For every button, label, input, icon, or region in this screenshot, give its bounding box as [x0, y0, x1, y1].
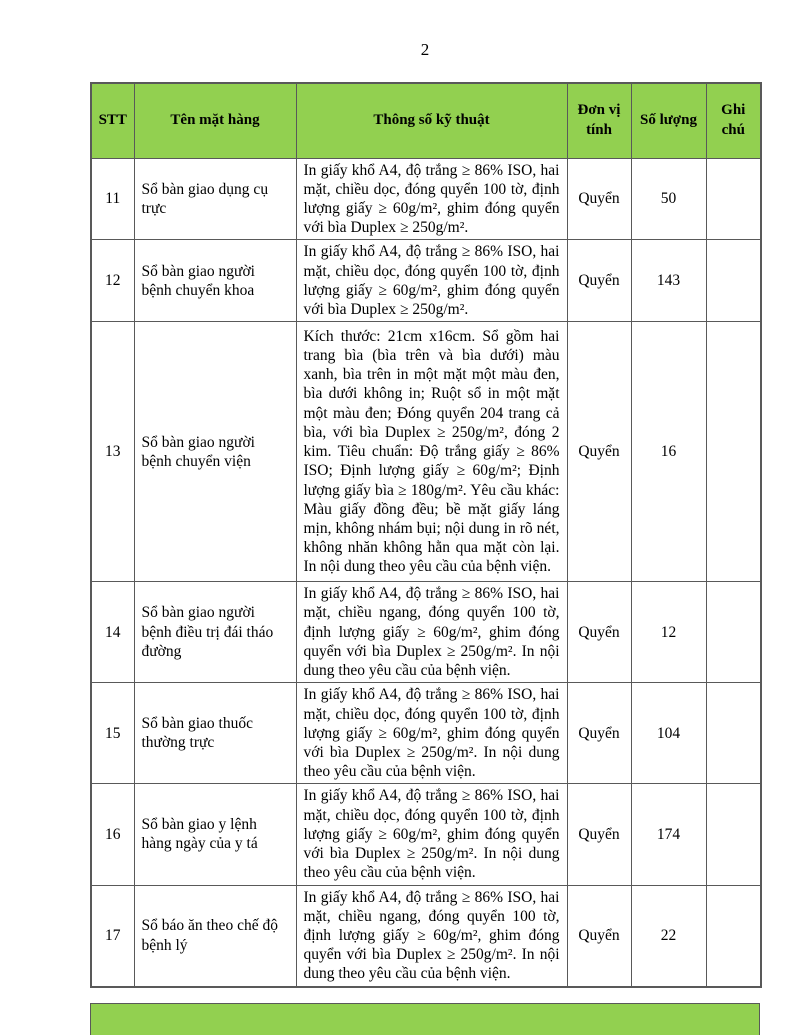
next-page-table-header-strip	[90, 1003, 760, 1035]
row-name: Sổ bàn giao thuốc thường trực	[134, 683, 296, 784]
row-spec: In giấy khổ A4, độ trắng ≥ 86% ISO, hai mặt, chiều dọc, đóng quyển 100 tờ, định lượng giấy ≥ 60g/m², ghim đóng quyển với bìa Duplex ≥ 250g/m². In nội dung theo yêu cầu của bệnh viện.	[296, 683, 567, 784]
table-row	[91, 322, 761, 582]
row-quantity: 174	[631, 784, 706, 885]
header-note: Ghi chú	[706, 83, 761, 158]
table-row	[91, 158, 761, 240]
row-name: Sổ bàn giao người bệnh điều trị đái tháo đường	[134, 582, 296, 683]
page-number: 2	[420, 40, 430, 59]
row-spec: Kích thước: 21cm x16cm. Sổ gồm hai trang bìa (bìa trên và bìa dưới) màu xanh, bìa trên in một mặt một màu đen, bìa dưới không in; Ruột sổ in một mặt một màu đen; Đóng quyển 204 trang cả bìa, với bìa Duplex ≥ 250g/m², đóng 2 kim. Tiêu chuẩn: Độ trắng giấy ≥ 86% ISO; Định lượng giấy ≥ 60g/m²; Định lượng giấy bìa ≥ 180g/m². Yêu cầu khác: Màu giấy đồng đều; bề mặt giấy láng mịn, không nhám bụi; nội dung in rõ nét, không nhăn không hằn qua mặt còn lại. In nội dung theo yêu cầu của bệnh viện.	[296, 322, 567, 582]
row-stt: 17	[91, 885, 134, 987]
row-quantity: 104	[631, 683, 706, 784]
row-unit: Quyển	[567, 322, 631, 582]
row-quantity: 12	[631, 582, 706, 683]
row-spec: In giấy khổ A4, độ trắng ≥ 86% ISO, hai mặt, chiều ngang, đóng quyển 100 tờ, định lượng giấy ≥ 60g/m², ghim đóng quyển với bìa Duplex ≥ 250g/m². In nội dung theo yêu cầu của bệnh viện.	[296, 582, 567, 683]
header-qty: Số lượng	[631, 83, 706, 158]
header-row	[91, 83, 761, 158]
items-table	[90, 82, 762, 988]
row-note	[706, 322, 761, 582]
row-stt: 11	[91, 158, 134, 240]
row-quantity: 50	[631, 158, 706, 240]
table-row	[91, 582, 761, 683]
table-row	[91, 683, 761, 784]
row-note	[706, 582, 761, 683]
items-table-body	[91, 158, 761, 987]
row-unit: Quyển	[567, 582, 631, 683]
row-stt: 15	[91, 683, 134, 784]
row-note	[706, 240, 761, 322]
row-note	[706, 683, 761, 784]
row-stt: 16	[91, 784, 134, 885]
row-unit: Quyển	[567, 885, 631, 987]
row-name: Sổ bàn giao người bệnh chuyển khoa	[134, 240, 296, 322]
table-row	[91, 784, 761, 885]
row-unit: Quyển	[567, 240, 631, 322]
row-spec: In giấy khổ A4, độ trắng ≥ 86% ISO, hai mặt, chiều dọc, đóng quyển 100 tờ, định lượng giấy ≥ 60g/m², ghim đóng quyển với bìa Duplex ≥ 250g/m². In nội dung theo yêu cầu của bệnh viện.	[296, 784, 567, 885]
row-name: Sổ bàn giao dụng cụ trực	[134, 158, 296, 240]
row-unit: Quyển	[567, 784, 631, 885]
row-note	[706, 158, 761, 240]
row-unit: Quyển	[567, 158, 631, 240]
row-stt: 12	[91, 240, 134, 322]
table-row	[91, 240, 761, 322]
row-name: Sổ báo ăn theo chế độ bệnh lý	[134, 885, 296, 987]
header-spec: Thông số kỹ thuật	[296, 83, 567, 158]
row-quantity: 16	[631, 322, 706, 582]
row-note	[706, 784, 761, 885]
row-name: Sổ bàn giao y lệnh hàng ngày của y tá	[134, 784, 296, 885]
row-stt: 13	[91, 322, 134, 582]
header-unit: Đơn vị tính	[567, 83, 631, 158]
row-stt: 14	[91, 582, 134, 683]
row-quantity: 22	[631, 885, 706, 987]
row-unit: Quyển	[567, 683, 631, 784]
row-note	[706, 885, 761, 987]
table-row	[91, 885, 761, 987]
header-stt: STT	[91, 83, 134, 158]
row-quantity: 143	[631, 240, 706, 322]
row-name: Sổ bàn giao người bệnh chuyển viện	[134, 322, 296, 582]
header-name: Tên mặt hàng	[134, 83, 296, 158]
row-spec: In giấy khổ A4, độ trắng ≥ 86% ISO, hai mặt, chiều dọc, đóng quyển 100 tờ, định lượng giấy ≥ 60g/m², ghim đóng quyển với bìa Duplex ≥ 250g/m².	[296, 240, 567, 322]
row-spec: In giấy khổ A4, độ trắng ≥ 86% ISO, hai mặt, chiều ngang, đóng quyển 100 tờ, định lượng giấy ≥ 60g/m², ghim đóng quyển với bìa Duplex ≥ 250g/m². In nội dung theo yêu cầu của bệnh viện.	[296, 885, 567, 987]
table-header	[91, 83, 761, 158]
row-spec: In giấy khổ A4, độ trắng ≥ 86% ISO, hai mặt, chiều dọc, đóng quyển 100 tờ, định lượng giấy ≥ 60g/m², ghim đóng quyển với bìa Duplex ≥ 250g/m².	[296, 158, 567, 240]
